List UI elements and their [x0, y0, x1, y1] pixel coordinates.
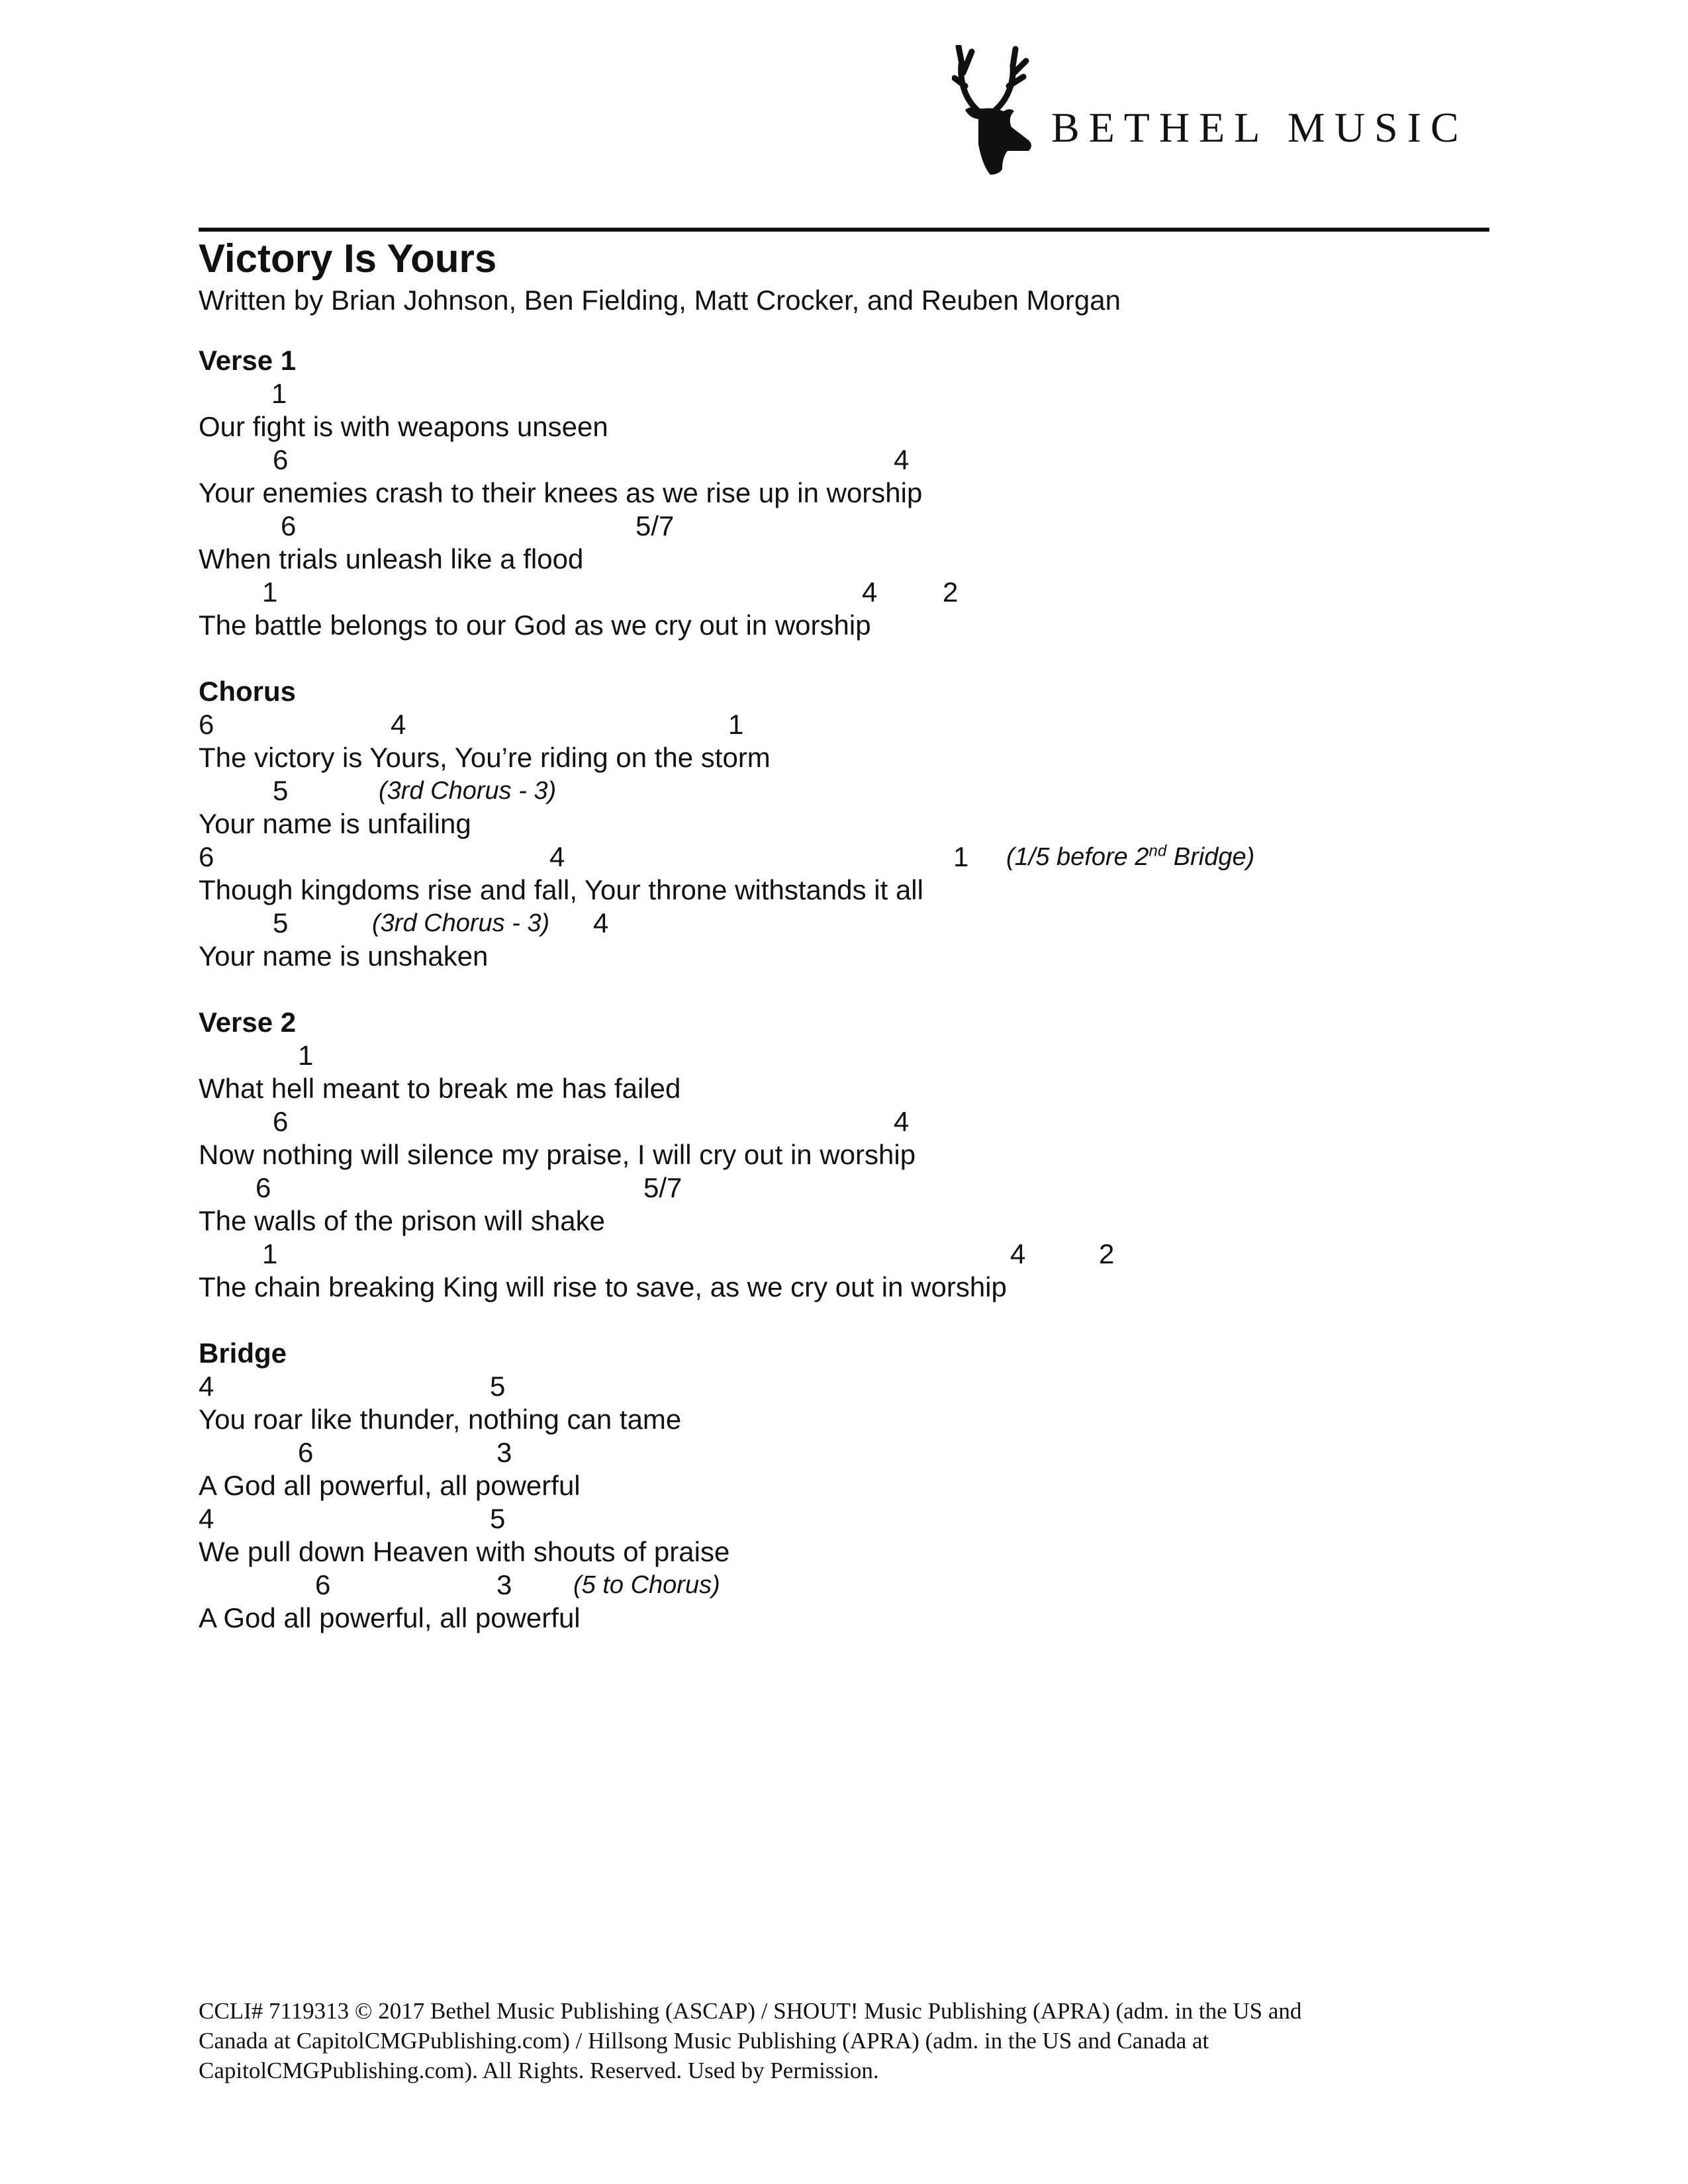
lyric-line: Our fight is with weapons unseen [199, 411, 608, 442]
lyric-line: You roar like thunder, nothing can tame [199, 1404, 682, 1435]
title-rule [199, 228, 1489, 232]
brand-name: BETHEL MUSIC [1051, 104, 1468, 151]
chord: 5 [273, 907, 289, 938]
chord-line [199, 1238, 1523, 1271]
chord: 1 [271, 378, 287, 409]
lyric-line: The chain breaking King will rise to save, as we cry out in worship [199, 1271, 1007, 1302]
chord-line [199, 1569, 1523, 1602]
bethel-music-logo [952, 45, 1614, 184]
chord-line [199, 1370, 1523, 1403]
copyright-line: CCLI# 7119313 © 2017 Bethel Music Publishing (ASCAP) / SHOUT! Music Publishing (APRA) (adm. in the US and [199, 1998, 1302, 2024]
chord: 6 [298, 1437, 314, 1468]
lyric-line: We pull down Heaven with shouts of praise [199, 1536, 730, 1567]
copyright-footer [199, 1996, 1496, 2085]
chord-line [199, 1436, 1523, 1469]
chord: 6 [281, 510, 297, 541]
lyric-line: The battle belongs to our God as we cry out in worship [199, 610, 871, 641]
performance-note: (1/5 before 2nd Bridge) [1006, 842, 1255, 871]
lyric-line: Your name is unshaken [199, 940, 489, 972]
chord-sheet [199, 344, 1523, 1635]
chord: 2 [1099, 1238, 1115, 1269]
lyric-line: A God all powerful, all powerful [199, 1602, 581, 1633]
copyright-line: Canada at CapitolCMGPublishing.com) / Hillsong Music Publishing (APRA) (adm. in the US and Canada at [199, 2028, 1209, 2054]
bridge-heading: Bridge [199, 1338, 287, 1369]
chord: 6 [273, 1106, 289, 1137]
copyright-line: CapitolCMGPublishing.com). All Rights. Reserved. Used by Permission. [199, 2058, 879, 2083]
lyric-line: The walls of the prison will shake [199, 1205, 605, 1236]
lyric-line: Your name is unfailing [199, 808, 471, 839]
chord-line [199, 1502, 1523, 1535]
lyric-line: Though kingdoms rise and fall, Your throne withstands it all [199, 874, 923, 905]
chord-line [199, 774, 1523, 807]
chord: 3 [496, 1569, 512, 1600]
lyric-line: Now nothing will silence my praise, I will cry out in worship [199, 1139, 916, 1170]
chord: 4 [1010, 1238, 1026, 1269]
verse2-heading: Verse 2 [199, 1007, 297, 1038]
chord: 6 [256, 1172, 271, 1203]
chord: 4 [862, 576, 878, 608]
chord: 1 [953, 841, 969, 872]
chord: 2 [943, 576, 959, 608]
chord: 5 [490, 1503, 506, 1534]
chord: 5/7 [635, 510, 675, 541]
song-writers: Written by Brian Johnson, Ben Fielding, Matt Crocker, and Reuben Morgan [199, 285, 1121, 316]
lyric-line: When trials unleash like a flood [199, 543, 584, 574]
chord: 1 [298, 1040, 314, 1071]
chord: 5 [490, 1371, 506, 1402]
song-title: Victory Is Yours [199, 236, 497, 281]
chord: 4 [199, 1371, 214, 1402]
chord: 1 [262, 1238, 278, 1269]
chord: 4 [391, 709, 406, 740]
performance-note: (3rd Chorus - 3) [379, 777, 557, 805]
chord: 4 [593, 907, 609, 938]
performance-note: (5 to Chorus) [573, 1571, 720, 1599]
performance-note: (3rd Chorus - 3) [372, 909, 550, 937]
chorus-heading: Chorus [199, 676, 296, 707]
chord: 4 [199, 1503, 214, 1534]
chord: 4 [894, 444, 910, 475]
chord: 4 [549, 841, 565, 872]
deer-head-icon [952, 45, 1038, 177]
chord: 1 [262, 576, 278, 608]
verse1-heading: Verse 1 [199, 345, 297, 376]
chord-line [199, 377, 1523, 410]
lyric-line: The victory is Yours, You’re riding on the storm [199, 742, 771, 773]
chord-line [199, 1171, 1523, 1205]
lyric-line: Your enemies crash to their knees as we rise up in worship [199, 477, 923, 508]
chord: 5/7 [643, 1172, 682, 1203]
chord-line [199, 443, 1523, 477]
chord-line [199, 576, 1523, 609]
chord: 4 [894, 1106, 910, 1137]
chord: 3 [496, 1437, 512, 1468]
chord-line [199, 1039, 1523, 1072]
chord: 6 [315, 1569, 331, 1600]
chord: 5 [273, 775, 289, 806]
chord: 1 [728, 709, 744, 740]
chord-line [199, 708, 1523, 741]
chord: 6 [273, 444, 289, 475]
lyric-line: A God all powerful, all powerful [199, 1470, 581, 1501]
chord-line [199, 907, 1523, 940]
chord-line [199, 841, 1523, 874]
lyric-line: What hell meant to break me has failed [199, 1073, 681, 1104]
chord: 6 [199, 709, 214, 740]
chord-line [199, 510, 1523, 543]
chord: 6 [199, 841, 214, 872]
chord-line [199, 1105, 1523, 1138]
